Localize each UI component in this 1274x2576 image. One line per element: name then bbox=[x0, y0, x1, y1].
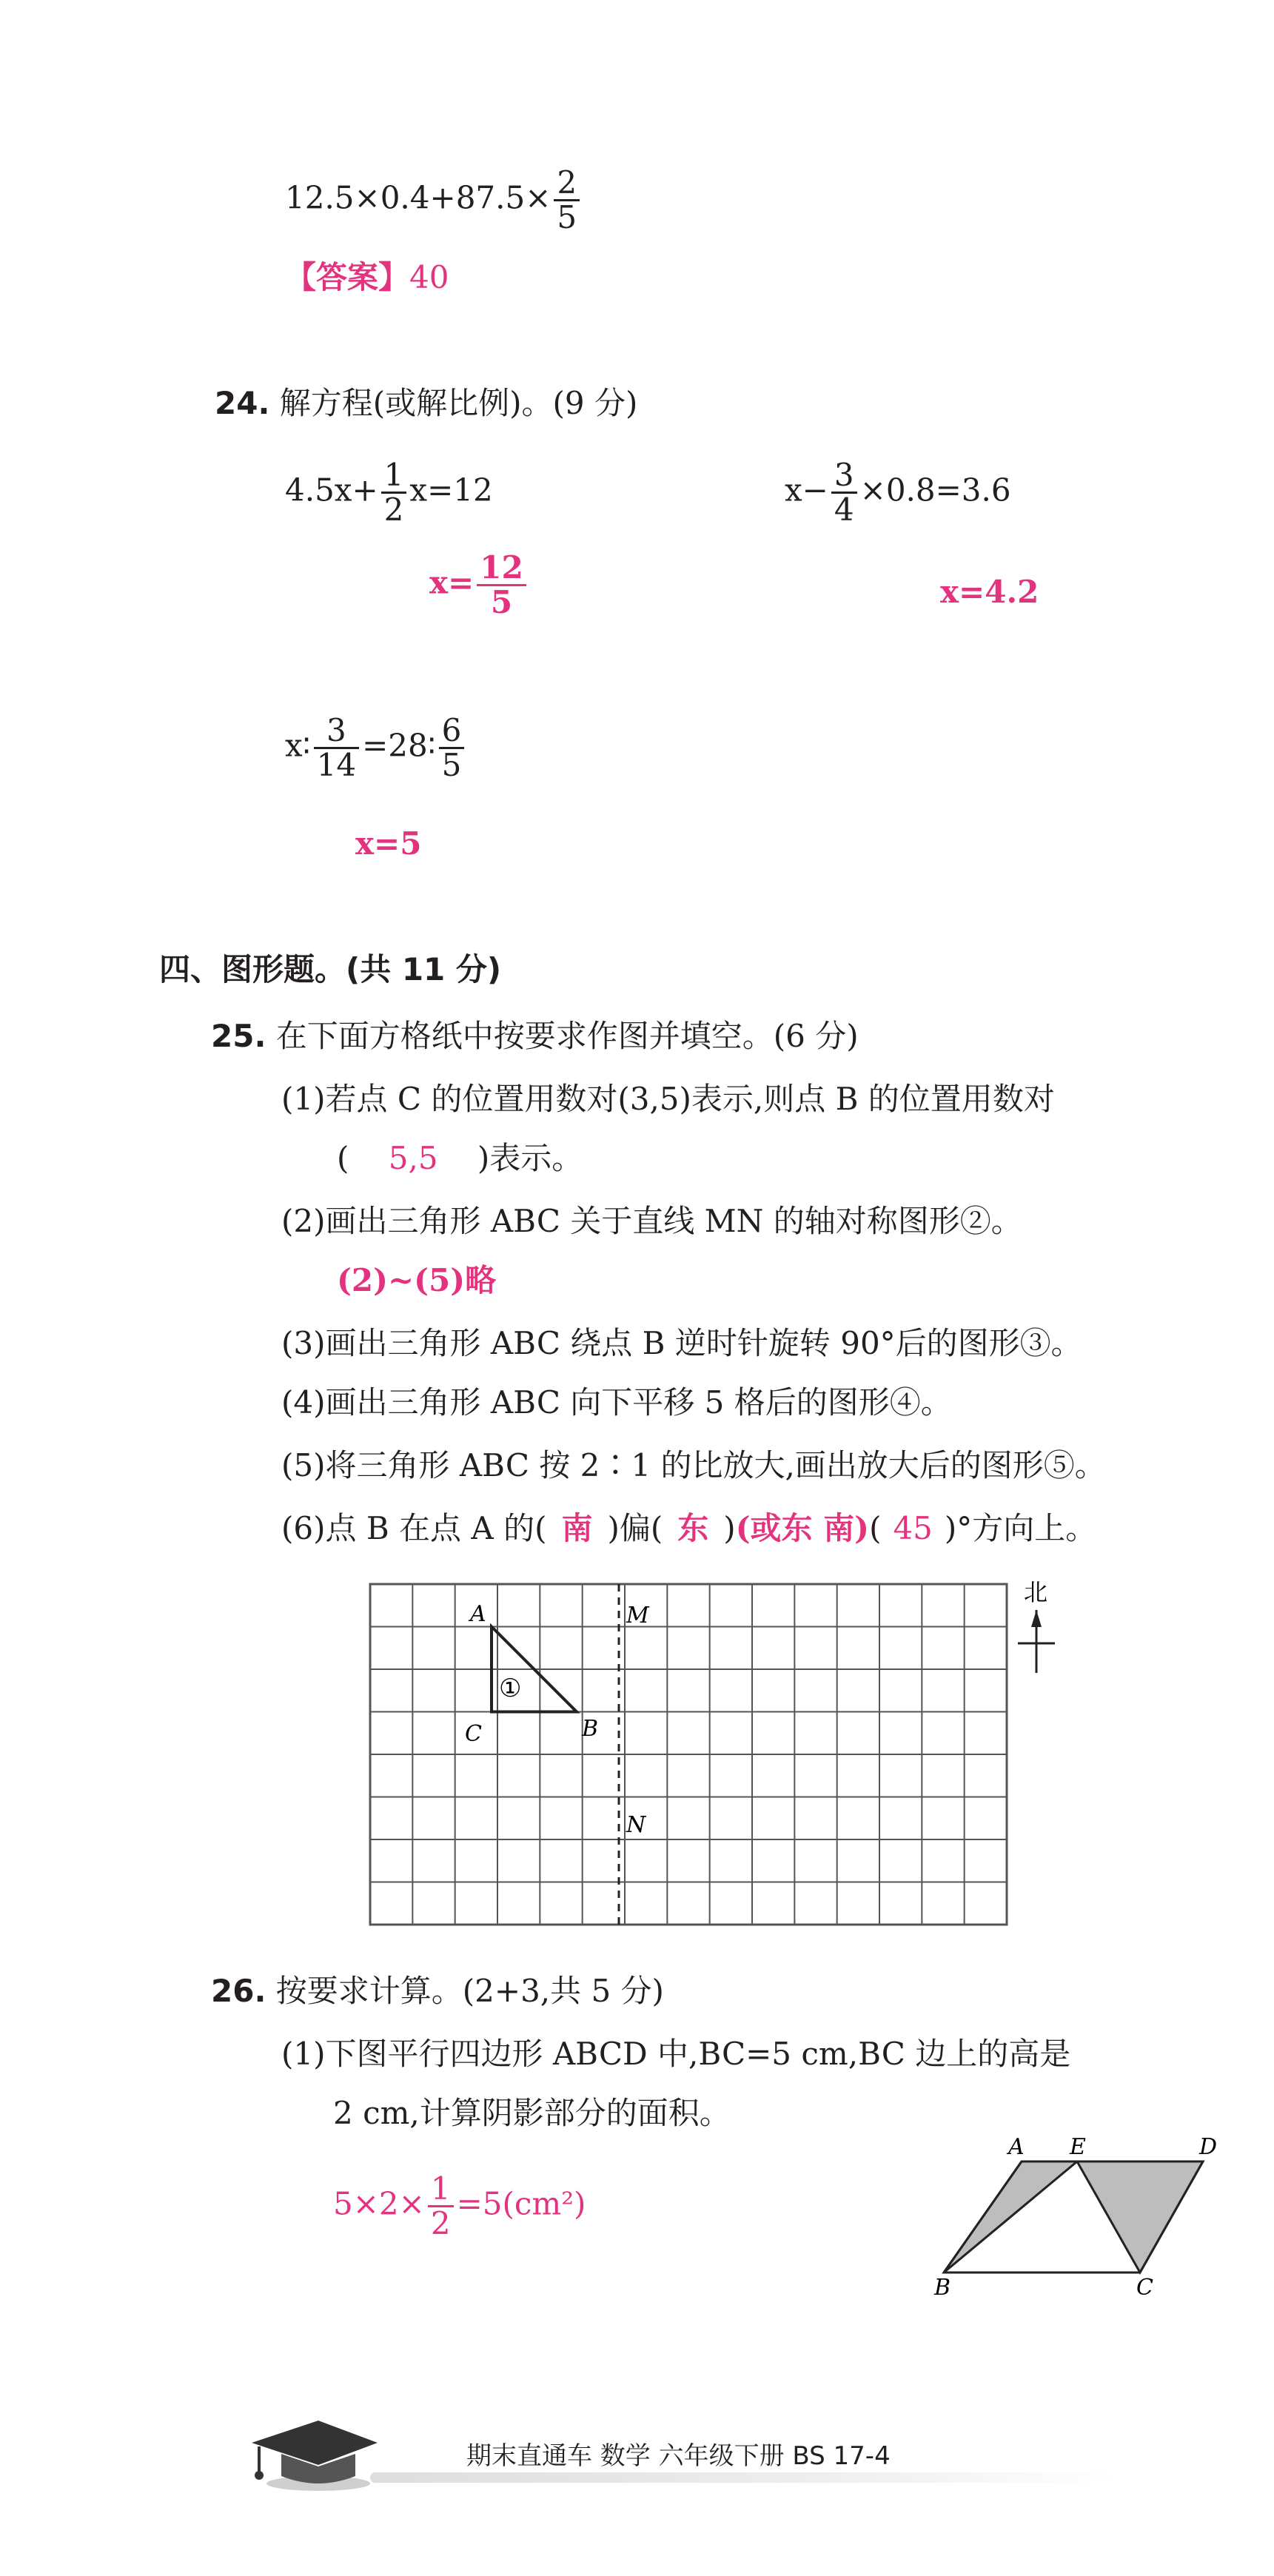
grid-shape-label: ① bbox=[499, 1674, 522, 1703]
q25-part-1-answer-line: ( 5,5 )表示。 bbox=[337, 1140, 583, 1176]
q25-part-6: (6)点 B 在点 A 的( 南 )偏( 东 )(或东 南)( 45 )°方向上。 bbox=[281, 1510, 1097, 1546]
grid-figure bbox=[363, 1569, 1096, 1939]
grid-label-m: M bbox=[626, 1603, 649, 1629]
fig-label-c: C bbox=[1136, 2275, 1153, 2295]
q24-equation-2: x− $\frac{3}{4}$ ×0.8=3.6 bbox=[785, 457, 1011, 529]
answer-value: 40 bbox=[409, 259, 449, 295]
grid-label-b: B bbox=[582, 1716, 599, 1742]
question-24-title: 24. 解方程(或解比例)。(9 分) bbox=[215, 385, 638, 421]
footer-bar bbox=[370, 2472, 1118, 2483]
footer-text: 期末直通车 数学 六年级下册 BS 17-4 bbox=[466, 2441, 891, 2471]
top-expression bbox=[285, 164, 583, 236]
q26-answer: 5×2× $\frac{1}{2}$ =5(cm²) bbox=[333, 2170, 586, 2242]
question-26-title: 26. 按要求计算。(2+3,共 5 分) bbox=[211, 1973, 664, 2009]
q24-answer-3: x=5 bbox=[355, 825, 422, 862]
svg-text:北: 北 bbox=[1024, 1578, 1048, 1606]
grid-label-c: C bbox=[465, 1721, 482, 1747]
fig-label-b: B bbox=[934, 2275, 951, 2295]
q24-equation-1: 4.5x+ $\frac{1}{2}$ x=12 bbox=[285, 457, 493, 529]
top-answer bbox=[285, 259, 449, 296]
q26-part-1: (1)下图平行四边形 ABCD 中,BC=5 cm,BC 边上的高是 bbox=[281, 2036, 1071, 2072]
top-expr-text: 12.5×0.4+87.5× bbox=[285, 179, 551, 216]
q25-part-4: (4)画出三角形 ABC 向下平移 5 格后的图形④。 bbox=[281, 1384, 952, 1421]
parallelogram-figure bbox=[925, 2132, 1236, 2295]
graduation-cap-icon bbox=[237, 2413, 385, 2502]
q25-part-2-answer: (2)~(5)略 bbox=[337, 1262, 497, 1298]
q25-part-1: (1)若点 C 的位置用数对(3,5)表示,则点 B 的位置用数对 bbox=[281, 1081, 1055, 1117]
question-25-title: 25. 在下面方格纸中按要求作图并填空。(6 分) bbox=[211, 1018, 859, 1054]
q24-equation-3: x∶ $\frac{3}{14}$ =28∶ $\frac{6}{5}$ bbox=[285, 714, 467, 782]
fig-label-d: D bbox=[1199, 2134, 1218, 2160]
q26-part-1-line-2: 2 cm,计算阴影部分的面积。 bbox=[333, 2095, 731, 2131]
fig-label-a: A bbox=[1008, 2134, 1025, 2160]
grid-label-n: N bbox=[626, 1812, 646, 1838]
q24-answer-2: x=4.2 bbox=[940, 574, 1039, 610]
top-expr-fraction: $\frac{2}{5}$ bbox=[554, 167, 580, 234]
section-4-title: 四、图形题。(共 11 分) bbox=[159, 951, 502, 987]
grid-lines bbox=[370, 1584, 1007, 1925]
q24-answer-1: x= $\frac{12}{5}$ bbox=[429, 551, 529, 619]
q25-part-5: (5)将三角形 ABC 按 2∶1 的比放大,画出放大后的图形⑤。 bbox=[281, 1447, 1106, 1483]
shaded-triangle-right bbox=[1077, 2161, 1203, 2273]
answer-label: 【答案】 bbox=[285, 259, 410, 295]
q25-part-2: (2)画出三角形 ABC 关于直线 MN 的轴对称图形②。 bbox=[281, 1203, 1022, 1239]
north-arrow-icon bbox=[1018, 1578, 1055, 1673]
fig-label-e: E bbox=[1070, 2134, 1086, 2160]
q25-part-3: (3)画出三角形 ABC 绕点 B 逆时针旋转 90°后的图形③。 bbox=[281, 1325, 1082, 1361]
grid-label-a: A bbox=[470, 1601, 486, 1627]
